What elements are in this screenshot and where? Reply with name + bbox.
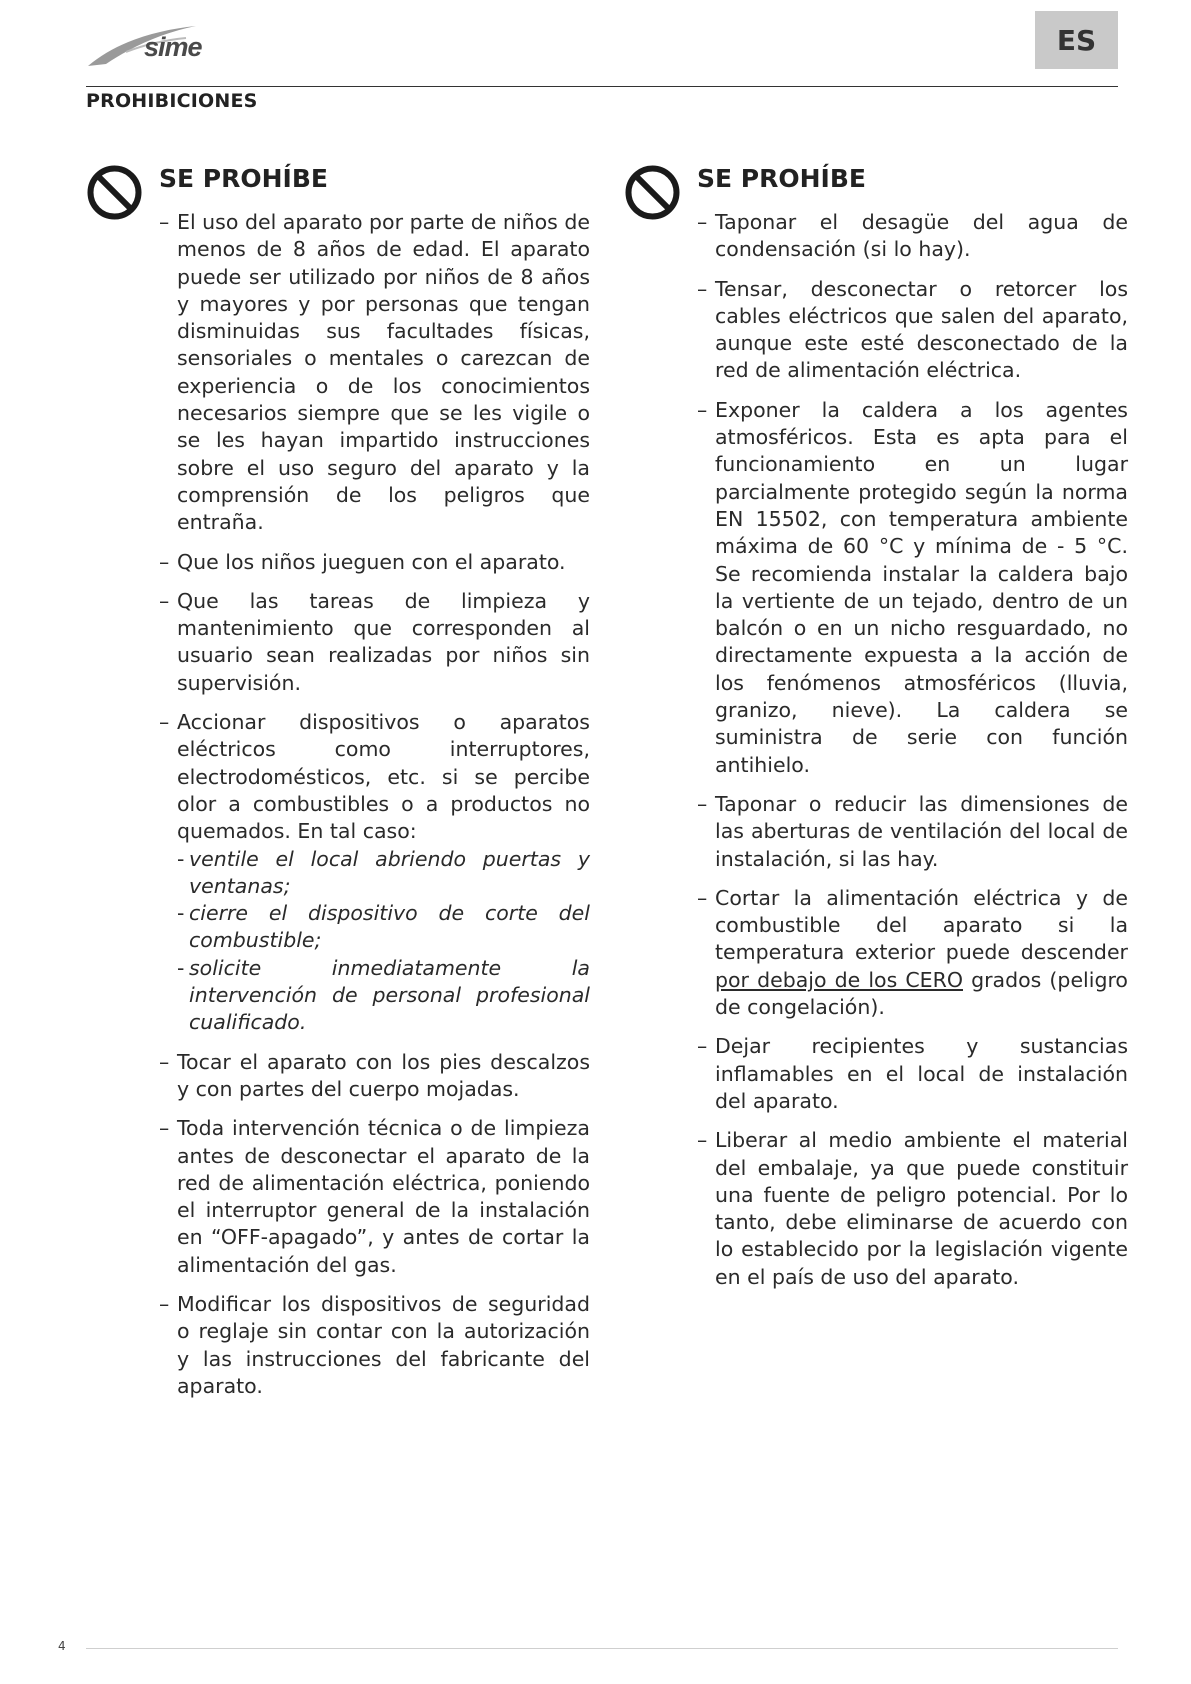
sub-list-item: - ventile el local abriendo puertas y ventanas; [177, 846, 590, 901]
language-badge: ES [1035, 11, 1118, 69]
footer-divider [86, 1648, 1118, 1649]
list-item: – Dejar recipientes y sustancias inflamables en el local de instalación del aparato. [697, 1033, 1128, 1115]
page-number: 4 [58, 1639, 66, 1653]
left-prohibition-list [159, 209, 590, 1412]
list-item: – Taponar o reducir las dimensiones de las aberturas de ventilación del local de instalación, si las hay. [697, 791, 1128, 873]
sub-list [177, 846, 590, 1037]
sub-list-item: - solicite inmediatamente la intervención de personal profesional cualificado. [177, 955, 590, 1037]
list-item: – Que las tareas de limpieza y mantenimiento que corresponden al usuario sean realizadas por niños sin supervisión. [159, 588, 590, 697]
list-item: – Tensar, desconectar o retorcer los cables eléctricos que salen del aparato, aunque este esté desconectado de la red de alimentación eléctrica. [697, 276, 1128, 385]
section-title: PROHIBICIONES [86, 90, 258, 112]
prohibited-icon [86, 164, 143, 221]
list-item: – Exponer la caldera a los agentes atmosféricos. Esta es apta para el funcionamiento en un lugar parcialmente protegido según la norma EN 15502, con temperatura ambiente máxima de 60 °C y mínima de - 5 °C. Se recomienda instalar la caldera bajo la vertiente de un tejado, dentro de un balcón o en un nicho resguardado, no directamente expuesta a la acción de los fenómenos atmosféricos (lluvia, granizo, nieve). La caldera se suministra de serie con función antihielo. [697, 397, 1128, 779]
right-heading: SE PROHÍBE [697, 164, 866, 193]
list-item-text: grados (peligro de congelación). [715, 967, 1128, 1020]
left-heading: SE PROHÍBE [159, 164, 328, 193]
list-item: – Tocar el aparato con los pies descalzos y con partes del cuerpo mojadas. [159, 1049, 590, 1104]
header-divider [86, 86, 1118, 87]
underlined-text: por debajo de los CERO [715, 967, 963, 992]
right-prohibition-list [697, 209, 1128, 1303]
list-item: – El uso del aparato por parte de niños de menos de 8 años de edad. El aparato puede ser utilizado por niños de 8 años y mayores y por personas que tengan disminuidas sus facultades físicas, sensoriales o mentales o carezcan de experiencia o de los conocimientos necesarios siempre que se les vigile o se les hayan impartido instrucciones sobre el uso seguro del aparato y la comprensión de los peligros que entraña. [159, 209, 590, 537]
list-item: – Toda intervención técnica o de limpieza antes de desconectar el aparato de la red de alimentación eléctrica, poniendo el interruptor general de la instalación en “OFF-apagado”, y antes de cortar la alimentación del gas. [159, 1115, 590, 1279]
list-item: – Que los niños jueguen con el aparato. [159, 549, 590, 576]
brand-name: sime [144, 32, 202, 62]
list-item-text: Accionar dispositivos o aparatos eléctricos como interruptores, electrodomésticos, etc. si se percibe olor a combustibles o a productos no quemados. En tal caso: [177, 710, 590, 844]
prohibited-icon [624, 164, 681, 221]
list-item [159, 709, 590, 1037]
list-item-text: Cortar la alimentación eléctrica y de combustible del aparato si la temperatura exterior puede descender [715, 885, 1128, 965]
list-item: – Modificar los dispositivos de seguridad o reglaje sin contar con la autorización y las instrucciones del fabricante del aparato. [159, 1291, 590, 1400]
sime-logo [86, 22, 236, 72]
list-item: – Liberar al medio ambiente el material del embalaje, ya que puede constituir una fuente de peligro potencial. Por lo tanto, debe eliminarse de acuerdo con lo establecido por la legislación vigente en el país de uso del aparato. [697, 1127, 1128, 1291]
list-item [697, 885, 1128, 1021]
list-item: – Taponar el desagüe del agua de condensación (si lo hay). [697, 209, 1128, 264]
sub-list-item: - cierre el dispositivo de corte del combustible; [177, 900, 590, 955]
